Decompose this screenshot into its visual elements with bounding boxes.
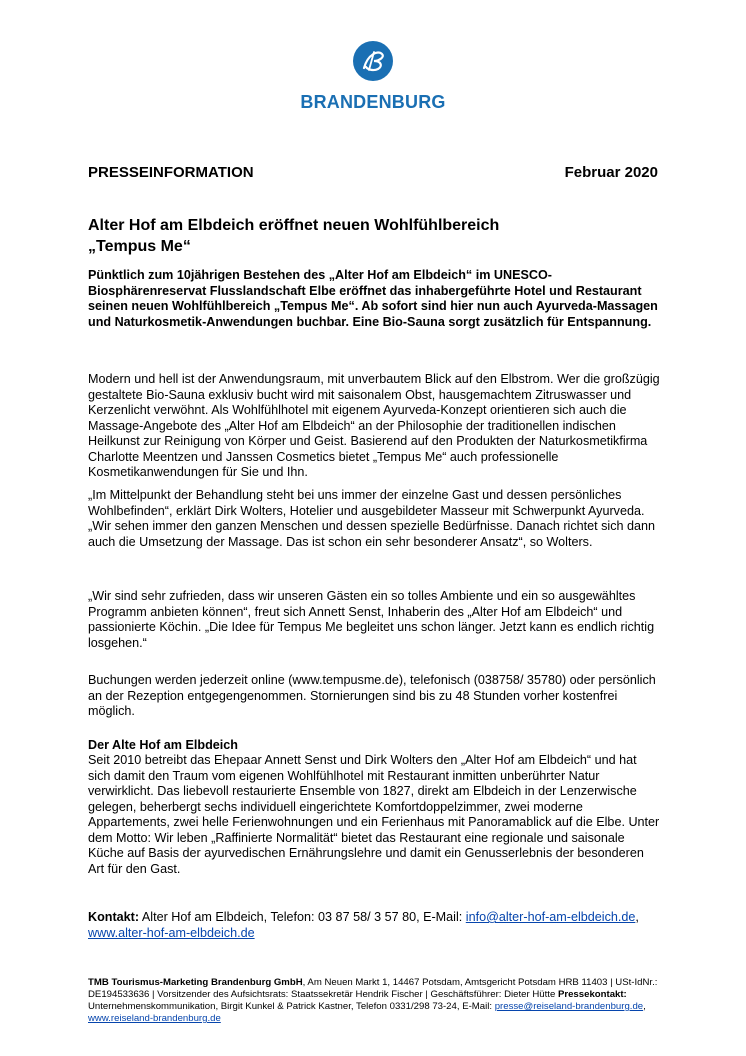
contact-line bbox=[88, 910, 660, 941]
footer-press-email-link[interactable]: presse@reiseland-brandenburg.de bbox=[494, 1001, 644, 1012]
brand-wordmark: BRANDENBURG bbox=[300, 92, 446, 112]
body-paragraph-3: „Wir sind sehr zufrieden, dass wir unseren Gästen ein so tolles Ambiente und ein so ausgewähltes Programm anbieten können“, freut sich Annett Senst, Inhaberin des „Alter Hof am Elbdeich“ und passionierte Köchin. „Die Idee für Tempus Me begleitet uns schon länger. Jetzt kann es endlich richtig losgehen.“ bbox=[88, 589, 655, 650]
footer-press-text: Unternehmenskommunikation, Birgit Kunkel & Patrick Kastner, Telefon 0331/298 73-24, E-Mail: bbox=[88, 1001, 495, 1012]
footer-press-website-link[interactable]: www.reiseland-brandenburg.de bbox=[88, 1013, 221, 1024]
press-date: Februar 2020 bbox=[564, 164, 658, 181]
body-paragraph-4: Buchungen werden jederzeit online (www.tempusme.de), telefonisch (038758/ 35780) oder persönlich an der Rezeption entgegengenommen. Stornierungen sind bis zu 48 Stunden vorher kostenfrei möglich. bbox=[88, 673, 656, 718]
contact-separator: , bbox=[635, 910, 639, 924]
footer-separator: , bbox=[643, 1001, 646, 1012]
contact-website-link[interactable]: www.alter-hof-am-elbdeich.de bbox=[88, 925, 255, 940]
press-header bbox=[88, 164, 658, 181]
footer-imprint bbox=[88, 977, 660, 1025]
about-paragraph: Seit 2010 betreibt das Ehepaar Annett Senst und Dirk Wolters den „Alter Hof am Elbdeich“ und hat sich damit den Traum vom eigenen Wohlfühlhotel mit Restaurant inmitten unberührter Natur verwirklicht. Das liebevoll restaurierte Ensemble von 1827, direkt am Elbdeich in der Lenzerwische gelegen, beherbergt sechs individuell eingerichtete Komfortdoppelzimmer, zwei moderne Appartements, zwei helle Ferienwohnungen und ein Ferienhaus mit Panoramablick auf die Elbe. Unter dem Motto: Wir leben „Raffinierte Normalität“ bietet das Restaurant eine regionale und saisonale Küche auf Basis der ayurvedischen Ernährungslehre und damit ein Genusserlebnis der besonderen Art für den Gast. bbox=[88, 753, 660, 876]
footer-press-label: Pressekontakt: bbox=[557, 989, 627, 1000]
lead-paragraph: Pünktlich zum 10jährigen Bestehen des „Alter Hof am Elbdeich“ im UNESCO-Biosphärenreservat Flusslandschaft Elbe eröffnet das inhabergeführte Hotel und Restaurant seinen neuen Wohlfühlbereich „Tempus Me“. Ab sofort sind hier nun auch Ayurveda-Massagen und Naturkosmetik-Anwendungen buchbar. Eine Bio-Sauna sorgt zusätzlich für Entspannung. bbox=[88, 268, 658, 329]
headline-line-2: „Tempus Me“ bbox=[88, 238, 191, 255]
body-paragraph-2: „Im Mittelpunkt der Behandlung steht bei uns immer der einzelne Gast und dessen persönliches Wohlbefinden“, erklärt Dirk Wolters, Hotelier und ausgebildeter Masseur mit Schwerpunkt Ayurveda. „Wir sehen immer den ganzen Menschen und dessen spezielle Bedürfnisse. Danach richtet sich dann auch die Umsetzung der Massage. Das ist schon ein sehr besonderer Ansatz“, so Wolters. bbox=[88, 488, 656, 549]
contact-label: Kontakt: bbox=[88, 910, 140, 924]
about-heading: Der Alte Hof am Elbdeich bbox=[88, 738, 238, 752]
footer-company: TMB Tourismus-Marketing Brandenburg GmbH bbox=[88, 977, 303, 988]
press-label: PRESSEINFORMATION bbox=[88, 164, 254, 181]
body-paragraph-1: Modern und hell ist der Anwendungsraum, mit unverbautem Blick auf den Elbstrom. Wer die großzügig gestaltete Bio-Sauna exklusiv bucht wird mit saisonalem Obst, hausgemachtem Zitruswasser und Kerzenlicht verwöhnt. Als Wohlfühlhotel mit eigenem Ayurveda-Konzept orientieren sich auch die Massage-Angebote des „Alter Hof am Elbdeich“ an der Philosophie der traditionellen indischen Heilkunst zur Reinigung von Körper und Geist. Basierend auf den Produkten der Naturkosmetikfirma Charlotte Meentzen und Janssen Cosmetics bietet „Tempus Me“ auch professionelle Kosmetikanwendungen für Sie und Ihn. bbox=[88, 372, 660, 479]
brandenburg-emblem-icon bbox=[352, 40, 394, 82]
footer-text: , Am Neuen Markt 1, 14467 Potsdam, Amtsgericht Potsdam HRB 11403 | USt-IdNr.: DE194533636 | Vorsitzender des Aufsichtsrats: Staatssekretär Hendrik Fischer | Geschäftsführer: Dieter Hütte bbox=[88, 977, 658, 1000]
headline-line-1: Alter Hof am Elbdeich eröffnet neuen Wohlfühlbereich bbox=[88, 217, 500, 234]
page-title bbox=[88, 215, 648, 257]
contact-text: Alter Hof am Elbdeich, Telefon: 03 87 58/ 3 57 80, E-Mail: bbox=[139, 910, 466, 924]
contact-email-link[interactable]: info@alter-hof-am-elbdeich.de bbox=[465, 910, 636, 924]
